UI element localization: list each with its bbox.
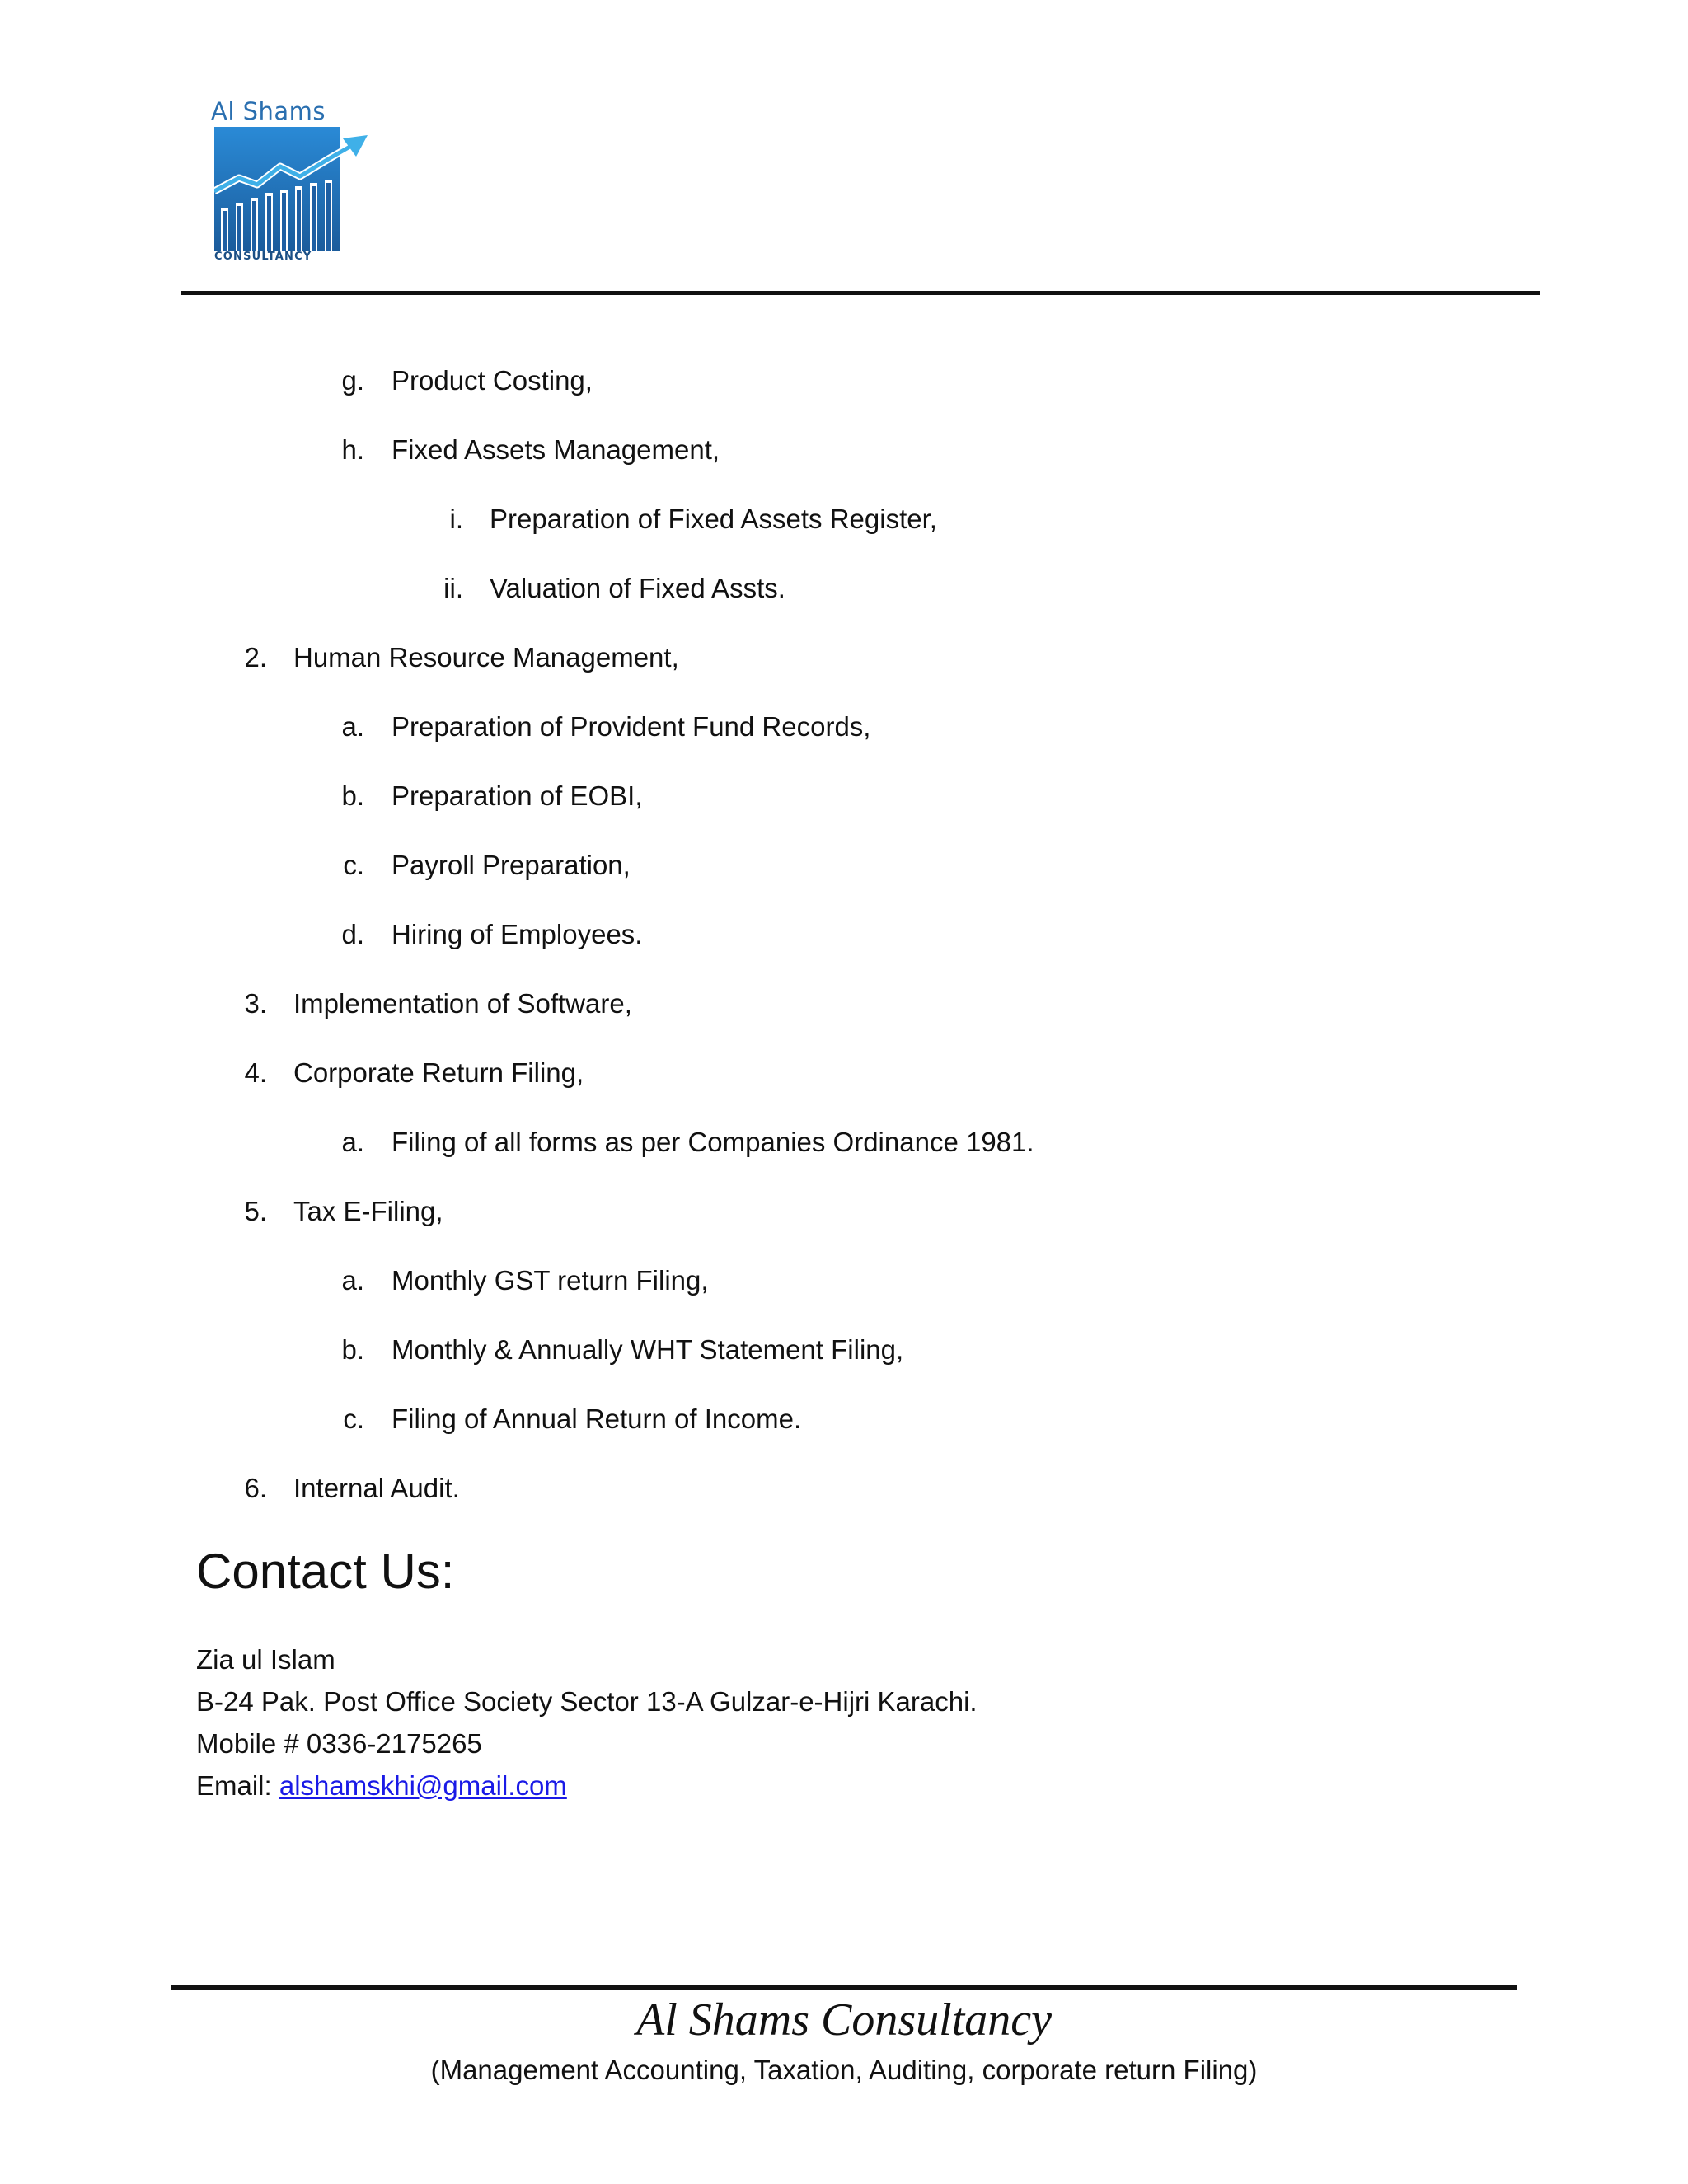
list-marker: c.: [343, 1404, 364, 1434]
list-marker: a.: [341, 711, 364, 742]
email-label: Email:: [196, 1770, 279, 1801]
list-item-text: Fixed Assets Management,: [392, 434, 720, 465]
list-item-text: Tax E-Filing,: [293, 1196, 443, 1226]
list-marker: a.: [341, 1265, 364, 1296]
footer-divider: [171, 1985, 1517, 1990]
list-item-text: Preparation of Provident Fund Records,: [392, 711, 871, 742]
list-marker: 3.: [244, 988, 267, 1019]
footer-title: Al Shams Consultancy: [636, 1994, 1052, 2046]
contact-heading: Contact Us:: [196, 1544, 455, 1599]
list-item-text: Internal Audit.: [293, 1473, 460, 1503]
list-item-text: Filing of all forms as per Companies Ordinance 1981.: [392, 1127, 1034, 1157]
list-marker: ii.: [443, 573, 463, 603]
company-logo: [211, 97, 368, 266]
list-marker: i.: [449, 504, 463, 534]
logo-subtitle: CONSULTANCY: [214, 251, 312, 263]
list-marker: g.: [341, 365, 364, 396]
list-marker: 6.: [244, 1473, 267, 1503]
list-marker: 4.: [244, 1057, 267, 1088]
list-item-text: Preparation of Fixed Assets Register,: [490, 504, 937, 534]
footer-subtitle: (Management Accounting, Taxation, Auditing, corporate return Filing): [430, 2055, 1258, 2085]
contact-email-line: [196, 1769, 567, 1802]
list-item-text: Filing of Annual Return of Income.: [392, 1404, 802, 1434]
list-item-text: Product Costing,: [392, 365, 593, 396]
contact-address: B-24 Pak. Post Office Society Sector 13-A Gulzar-e-Hijri Karachi.: [196, 1686, 978, 1717]
list-item-text: Corporate Return Filing,: [293, 1057, 584, 1088]
email-link[interactable]: alshamskhi@gmail.com: [279, 1770, 567, 1801]
list-item-text: Payroll Preparation,: [392, 850, 631, 880]
header-divider: [181, 291, 1540, 295]
list-item-text: Monthly GST return Filing,: [392, 1265, 709, 1296]
list-item-text: Valuation of Fixed Assts.: [490, 573, 785, 603]
list-item-text: Hiring of Employees.: [392, 919, 643, 949]
list-item-text: Monthly & Annually WHT Statement Filing,: [392, 1334, 904, 1365]
list-item-text: Preparation of EOBI,: [392, 780, 643, 811]
list-marker: b.: [341, 780, 364, 811]
list-marker: 5.: [244, 1196, 267, 1226]
list-marker: a.: [341, 1127, 364, 1157]
list-item-text: Human Resource Management,: [293, 642, 679, 673]
list-marker: h.: [341, 434, 364, 465]
list-marker: 2.: [244, 642, 267, 673]
logo-wordmark: Al Shams: [211, 97, 326, 125]
list-marker: d.: [341, 919, 364, 949]
contact-name: Zia ul Islam: [196, 1644, 335, 1675]
list-item-text: Implementation of Software,: [293, 988, 632, 1019]
contact-mobile: Mobile # 0336-2175265: [196, 1728, 482, 1759]
growth-chart-icon: [214, 127, 368, 251]
list-marker: c.: [343, 850, 364, 880]
list-marker: b.: [341, 1334, 364, 1365]
